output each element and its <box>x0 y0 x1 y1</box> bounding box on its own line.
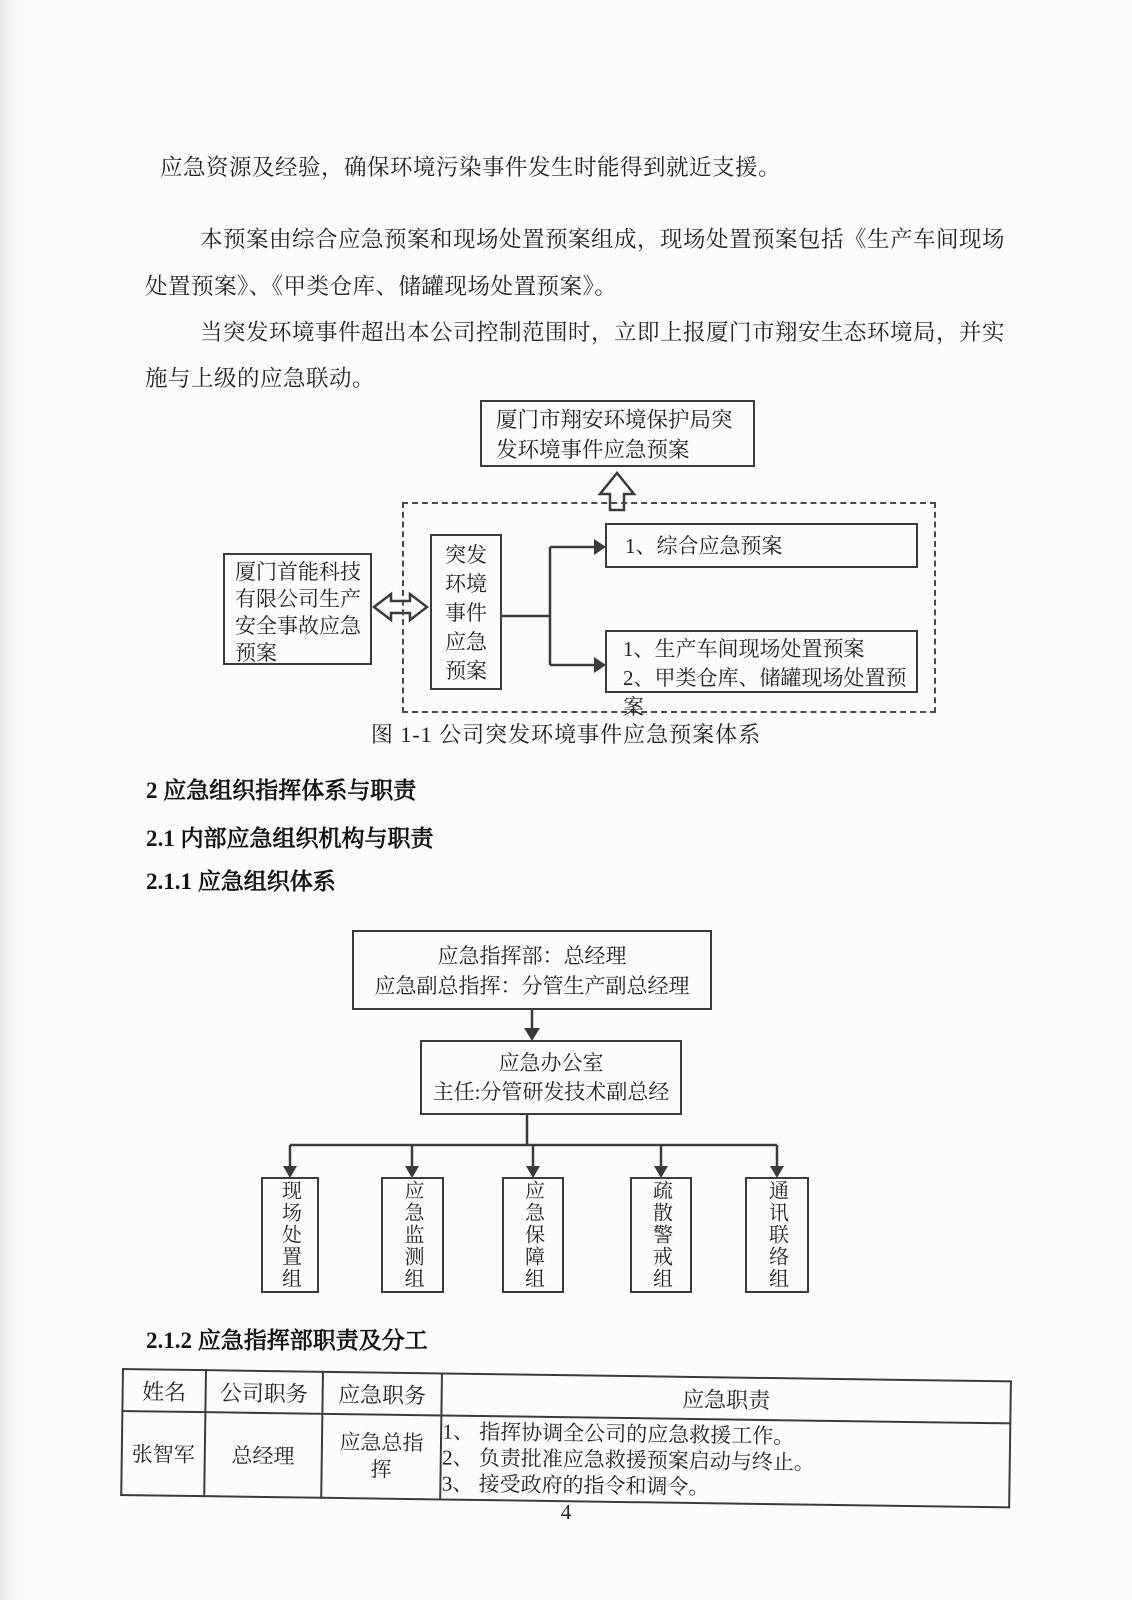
paragraph-line: 应急资源及经验，确保环境污染事件发生时能得到就近支援。 <box>160 155 782 180</box>
org-group-evacuation-warning: 疏散警戒组 <box>630 1177 692 1293</box>
cell-company-role: 总经理 <box>204 1412 322 1498</box>
fig1-onsite-plan-line2: 2、甲类仓库、储罐现场处置预案 <box>623 666 907 719</box>
org-office-box <box>420 1040 682 1115</box>
org-office-line1: 应急办公室 <box>498 1051 604 1075</box>
paragraph-line: 本预案由综合应急预案和现场处置预案组成，现场处置预案包括《生产车间现场 <box>200 227 1006 252</box>
page-number: 4 <box>560 1500 572 1524</box>
heading-section-2-1-2: 2.1.2 应急指挥部职责及分工 <box>146 1328 428 1353</box>
org-command-line2: 应急副总指挥：分管生产副总经理 <box>374 974 690 998</box>
distribution-line <box>290 1115 777 1145</box>
table-row <box>121 1411 1010 1507</box>
group-drop-lines <box>290 1145 777 1167</box>
heading-section-2: 2 应急组织指挥体系与职责 <box>146 778 417 803</box>
fig1-onsite-plan-line1: 1、生产车间现场处置预案 <box>623 637 865 661</box>
duty-item: 3、 接受政府的指令和调令。 <box>441 1471 710 1500</box>
col-header-name: 姓名 <box>122 1369 205 1412</box>
duty-item: 2、 负责批准应急救援预案启动与终止。 <box>441 1445 816 1475</box>
org-group-onsite-disposal: 现场处置组 <box>261 1177 319 1293</box>
duty-item: 1、 指挥协调全公司的应急救援工作。 <box>442 1419 795 1449</box>
org-command-line1: 应急指挥部：总经理 <box>437 944 627 968</box>
fig1-environment-plan-box: 突发环境事件应急预案 <box>430 534 502 690</box>
org-office-line2: 主任:分管研发技术副总经 <box>432 1080 670 1104</box>
heading-section-2-1: 2.1 内部应急组织机构与职责 <box>146 826 434 851</box>
fig1-comprehensive-plan-box: 1、综合应急预案 <box>605 523 918 568</box>
figure-1-1-diagram <box>0 400 1132 760</box>
col-header-emergency-role: 应急职务 <box>322 1372 442 1416</box>
cell-emergency-role: 应急总指挥 <box>321 1414 442 1500</box>
cell-name: 张智军 <box>121 1411 205 1496</box>
heading-section-2-1-1: 2.1.1 应急组织体系 <box>146 869 336 894</box>
figure-caption: 图 1-1 公司突发环境事件应急预案体系 <box>370 722 762 747</box>
paragraph-line: 当突发环境事件超出本公司控制范围时，立即上报厦门市翔安生态环境局，并实 <box>200 320 1006 345</box>
col-header-duties: 应急职责 <box>442 1373 1011 1423</box>
responsibilities-table <box>120 1368 1012 1508</box>
col-header-company-role: 公司职务 <box>205 1370 322 1414</box>
org-group-emergency-monitoring: 应急监测组 <box>381 1177 444 1293</box>
paragraph-line: 施与上级的应急联动。 <box>145 366 376 391</box>
org-command-box <box>352 930 712 1010</box>
fig1-onsite-plans-box <box>605 630 918 719</box>
fig1-company-safety-plan-box: 厦门首能科技有限公司生产安全事故应急预案 <box>223 553 372 665</box>
org-group-emergency-support: 应急保障组 <box>502 1177 564 1293</box>
paragraph-line: 处置预案》、《甲类仓库、储罐现场处置预案》。 <box>145 274 618 299</box>
scan-edge-shadow <box>0 0 26 1600</box>
org-group-communication-liaison: 通讯联络组 <box>745 1177 809 1293</box>
cell-duties <box>441 1415 1011 1507</box>
fig1-government-plan-box: 厦门市翔安环境保护局突发环境事件应急预案 <box>480 400 755 467</box>
org-chart-diagram <box>0 915 1132 1305</box>
